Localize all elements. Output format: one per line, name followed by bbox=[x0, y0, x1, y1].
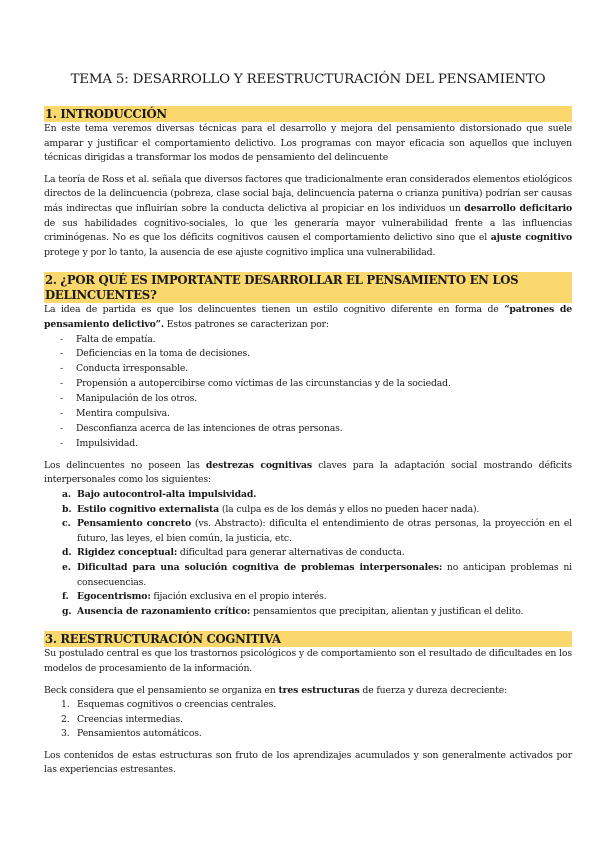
section3-paragraph-3: Los contenidos de estas estructuras son fruto de los aprendizajes acumulados y son generalmente activados por las experiencias estresantes. bbox=[44, 749, 572, 776]
section3-paragraph-1: Su postulado central es que los trastornos psicológicos y de comportamiento son el resultado de dificultades en los modelos de procesamiento de la información. bbox=[44, 648, 572, 674]
list-marker: c. bbox=[62, 518, 71, 530]
section2-paragraph-1 bbox=[44, 303, 572, 332]
list-marker: d. bbox=[62, 547, 72, 559]
list-marker: 3. bbox=[61, 728, 70, 740]
text-run: dificultad para generar alternativas de conducta. bbox=[177, 547, 405, 559]
list-item bbox=[44, 488, 572, 503]
text-run: La idea de partida es que los delincuentes tienen un estilo cognitivo diferente en forma de bbox=[44, 304, 505, 316]
list-item bbox=[44, 698, 572, 713]
text-run: (la culpa es de los demás y ellos no pueden hacer nada). bbox=[219, 503, 480, 515]
list-marker: f. bbox=[62, 591, 69, 603]
list-item bbox=[44, 517, 572, 546]
text-run: Los delincuentes no poseen las bbox=[44, 459, 206, 471]
list-item bbox=[44, 546, 572, 561]
section2-paragraph-2 bbox=[44, 459, 572, 488]
list-marker: b. bbox=[62, 503, 72, 515]
text-run: Pensamientos automáticos. bbox=[77, 728, 202, 740]
bold-term: Bajo autocontrol-alta impulsividad. bbox=[77, 488, 257, 500]
text-run: pensamientos que precipitan, alientan y justifican el delito. bbox=[250, 605, 524, 617]
list-marker: 2. bbox=[61, 713, 70, 725]
bold-term: Estilo cognitivo externalista bbox=[77, 503, 220, 515]
intro-paragraph-1: En este tema veremos diversas técnicas para el desarrollo y mejora del pensamiento distorsionado que suele amparar y justificar el comportamiento delictivo. Los programas con mayor eficacia son aquellos que incluyen técnicas dirigidas a transformar los modos de pensamiento del delincuente bbox=[44, 123, 572, 164]
list-marker: 1. bbox=[61, 699, 70, 711]
text-run: de sus habilidades cognitivo-sociales, lo que les generaría mayor vulnerabilidad frente a las influencias criminógenas. No es que los déficits cognitivos causen el comportamiento delictivo sino que el bbox=[44, 217, 572, 244]
bold-term: ajuste cognitivo bbox=[490, 232, 573, 244]
text-run: Creencias intermedias. bbox=[77, 713, 183, 725]
text-run: claves para la adaptación social mostrando déficits interpersonales como los siguientes: bbox=[44, 459, 573, 486]
bold-term: destrezas cognitivas bbox=[205, 459, 312, 471]
text-run: (vs. Abstracto): dificulta el entendimiento de otras personas, la proyección en el futuro, las leyes, el bien común, la justicia, etc. bbox=[77, 518, 572, 544]
list-item bbox=[44, 590, 572, 605]
list-item bbox=[44, 503, 572, 518]
list-item: - Manipulación de los otros. bbox=[44, 392, 572, 407]
list-item: - Mentira compulsiva. bbox=[44, 407, 572, 422]
bold-term: Ausencia de razonamiento crítico: bbox=[77, 605, 251, 617]
text-run: Estos patrones se caracterizan por: bbox=[163, 318, 329, 330]
document-title: TEMA 5: DESARROLLO Y REESTRUCTURACIÓN DEL PENSAMIENTO bbox=[70, 72, 546, 87]
deficit-list bbox=[44, 488, 572, 619]
list-item bbox=[44, 561, 572, 590]
list-marker: e. bbox=[62, 561, 71, 573]
text-run: de fuerza y dureza decreciente: bbox=[359, 684, 508, 696]
list-item: - Propensión a autopercibirse como víctimas de las circunstancias y de la sociedad. bbox=[44, 377, 572, 392]
list-marker: a. bbox=[62, 488, 71, 500]
text-run: Esquemas cognitivos o creencias centrales. bbox=[77, 699, 277, 711]
list-item: - Desconfianza acerca de las intenciones de otras personas. bbox=[44, 422, 572, 437]
list-marker: g. bbox=[62, 605, 72, 617]
section-heading-reestructuracion: 3. REESTRUCTURACIÓN COGNITIVA bbox=[44, 631, 572, 647]
list-item: - Impulsividad. bbox=[44, 437, 572, 452]
section3-paragraph-2 bbox=[44, 684, 572, 699]
list-item bbox=[44, 605, 572, 620]
bold-term: “patrones de pensamiento delictivo”. bbox=[44, 304, 572, 330]
list-item: - Conducta irresponsable. bbox=[44, 362, 572, 377]
bold-term: Pensamiento concreto bbox=[77, 518, 192, 530]
structure-list bbox=[44, 698, 572, 742]
intro-paragraph-2 bbox=[44, 173, 572, 261]
section-heading-por-que: 2. ¿POR QUÉ ES IMPORTANTE DESARROLLAR EL PENSAMIENTO EN LOS DELINCUENTES? bbox=[44, 272, 572, 303]
text-run: fijación exclusiva en el propio interés. bbox=[150, 591, 327, 603]
bold-term: Rigidez conceptual: bbox=[77, 547, 178, 559]
list-item bbox=[44, 713, 572, 728]
text-run: no anticipan problemas ni consecuencias. bbox=[77, 561, 573, 588]
list-item: - Deficiencias en la toma de decisiones. bbox=[44, 347, 572, 362]
bold-term: tres estructuras bbox=[278, 684, 360, 696]
text-run: La teoría de Ross et al. señala que diversos factores que tradicionalmente eran considerados elementos etiológicos directos de la delincuencia (pobreza, clase social baja, delincuencia paterna o crianza punitiva) podrían ser causas más indirectas que influirían sobre la conducta delictiva al propiciar en los individuos un bbox=[44, 173, 572, 214]
list-item bbox=[44, 727, 572, 742]
bold-term: desarrollo deficitario bbox=[464, 202, 572, 214]
text-run: protege y por lo tanto, la ausencia de ese ajuste cognitivo implica una vulnerabilidad. bbox=[44, 246, 436, 258]
bold-term: Dificultad para una solución cognitiva de problemas interpersonales: bbox=[77, 561, 443, 573]
text-run: Beck considera que el pensamiento se organiza en bbox=[44, 684, 279, 696]
bold-term: Egocentrismo: bbox=[77, 591, 151, 603]
list-item: - Falta de empatía. bbox=[44, 333, 572, 348]
pattern-list bbox=[44, 333, 572, 452]
section-heading-introduccion: 1. INTRODUCCIÓN bbox=[44, 106, 572, 122]
